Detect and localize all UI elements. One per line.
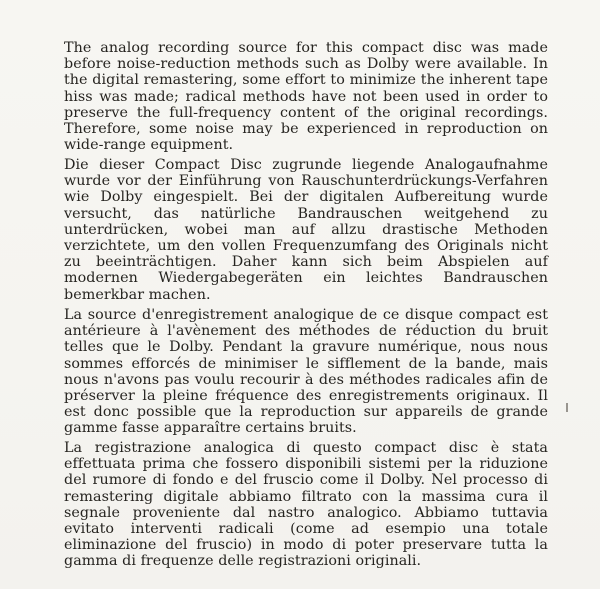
notes-paragraph-english: The analog recording source for this compact disc was made before noise-reduction methods such as Dolby were available. In the digital remastering, some effort to minimize the inherent tape hiss was made; radical methods have not been used in order to preserve the full-frequency content of the original recordings. Therefore, some noise may be experienced in reproduction on wide-range equipment. [64, 40, 548, 154]
notes-paragraph-german: Die dieser Compact Disc zugrunde liegende Analogaufnahme wurde vor der Einführung von Rauschunterdrückungs-Verfahren wie Dolby eingespielt. Bei der digitalen Aufbereitung wurde versucht, das natürliche Bandrauschen weitgehend zu unterdrücken, wobei man auf allzu drastische Methoden verzichtete, um den vollen Frequenzumfang des Originals nicht zu beeinträchtigen. Daher kann sich beim Abspielen auf modernen Wiedergabegeräten ein leichtes Bandrauschen bemerkbar machen. [64, 157, 548, 303]
notes-paragraph-italian: La registrazione analogica di questo compact disc è stata effettuata prima che fossero disponibili sistemi per la riduzione del rumore di fondo e del fruscio come il Dolby. Nel processo di remastering digitale abbiamo filtrato con la massima cura il segnale proveniente dal nastro analogico. Abbiamo tuttavia evitato interventi radicali (come ad esempio una totale eliminazione del fruscio) in modo di poter preservare tutta la gamma di frequenze delle registrazioni originali. [64, 440, 548, 570]
paper-speck [566, 403, 568, 412]
notes-paragraph-french: La source d'enregistrement analogique de ce disque compact est antérieure à l'avènement des méthodes de réduction du bruit telles que le Dolby. Pendant la gravure numérique, nous nous sommes efforcés de minimiser le sifflement de la bande, mais nous n'avons pas voulu recourir à des méthodes radicales afin de préserver la pleine fréquence des enregistrements originaux. Il est donc possible que la reproduction sur appareils de grande gamme fasse apparaître certains bruits. [64, 307, 548, 437]
